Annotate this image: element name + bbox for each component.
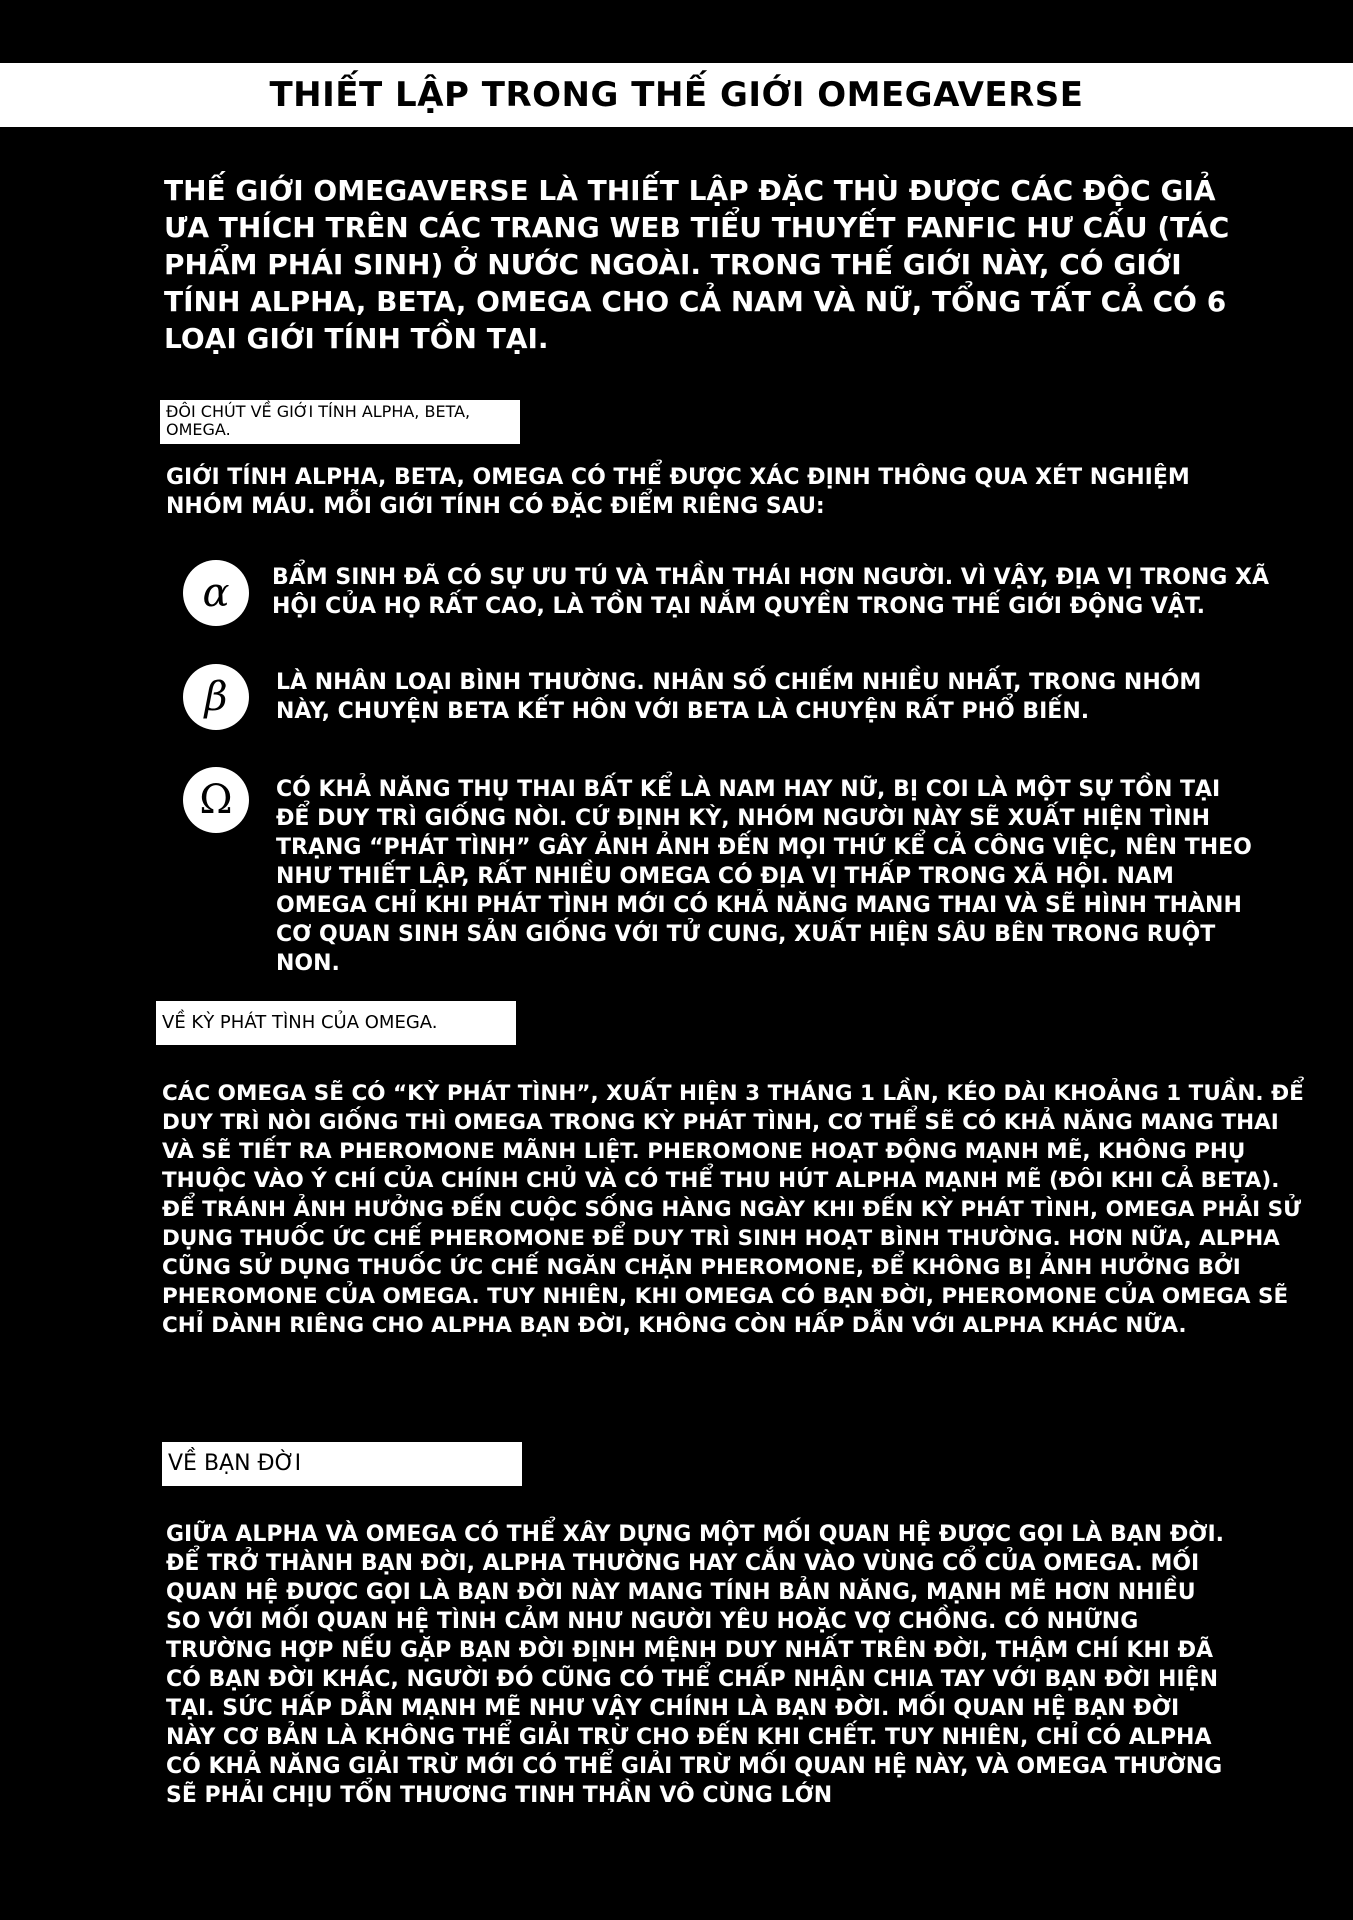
alpha-description: BẨM SINH ĐÃ CÓ SỰ ƯU TÚ VÀ THẦN THÁI HƠN NGƯỜI. VÌ VẬY, ĐỊA VỊ TRONG XÃ HỘI CỦA HỌ RẤT CAO, LÀ TỒN TẠI NẮM QUYỀN TRONG THẾ GIỚI ĐỘNG VẬT.: [272, 565, 1269, 619]
section-label-heat: VỀ KỲ PHÁT TÌNH CỦA OMEGA.: [156, 1001, 516, 1045]
beta-icon: β: [183, 664, 249, 730]
section-label-mate: VỀ BẠN ĐỜI: [162, 1442, 522, 1486]
mate-paragraph: GIỮA ALPHA VÀ OMEGA CÓ THỂ XÂY DỰNG MỘT MỐI QUAN HỆ ĐƯỢC GỌI LÀ BẠN ĐỜI. ĐỂ TRỞ THÀNH BẠN ĐỜI, ALPHA THƯỜNG HAY CẮN VÀO VÙNG CỔ CỦA OMEGA. MỐI QUAN HỆ ĐƯỢC GỌI LÀ BẠN ĐỜI NÀY MANG TÍNH BẢN NĂNG, MẠNH MẼ HƠN NHIỀU SO VỚI MỐI QUAN HỆ TÌNH CẢM NHƯ NGƯỜI YÊU HOẶC VỢ CHỒNG. CÓ NHỮNG TRƯỜNG HỢP NẾU GẶP BẠN ĐỜI ĐỊNH MỆNH DUY NHẤT TRÊN ĐỜI, THẬM CHÍ KHI ĐÃ CÓ BẠN ĐỜI KHÁC, NGƯỜI ĐÓ CŨNG CÓ THỂ CHẤP NHẬN CHIA TAY VỚI BẠN ĐỜI HIỆN TẠI. SỨC HẤP DẪN MẠNH MẼ NHƯ VẬY CHÍNH LÀ BẠN ĐỜI. MỐI QUAN HỆ BẠN ĐỜI NÀY CƠ BẢN LÀ KHÔNG THỂ GIẢI TRỪ CHO ĐẾN KHI CHẾT. TUY NHIÊN, CHỈ CÓ ALPHA CÓ KHẢ NĂNG GIẢI TRỪ MỚI CÓ THỂ GIẢI TRỪ MỐI QUAN HỆ NÀY, VÀ OMEGA THƯỜNG SẼ PHẢI CHỊU TỔN THƯƠNG TINH THẦN VÔ CÙNG LỚN: [166, 1522, 1225, 1808]
heat-paragraph: CÁC OMEGA SẼ CÓ “KỲ PHÁT TÌNH”, XUẤT HIỆN 3 THÁNG 1 LẦN, KÉO DÀI KHOẢNG 1 TUẦN. ĐỂ DUY TRÌ NÒI GIỐNG THÌ OMEGA TRONG KỲ PHÁT TÌNH, CƠ THỂ SẼ CÓ KHẢ NĂNG MANG THAI VÀ SẼ TIẾT RA PHEROMONE MÃNH LIỆT. PHEROMONE HOẠT ĐỘNG MẠNH MẼ, KHÔNG PHỤ THUỘC VÀO Ý CHÍ CỦA CHÍNH CHỦ VÀ CÓ THỂ THU HÚT ALPHA MẠNH MẼ (ĐÔI KHI CẢ BETA). ĐỂ TRÁNH ẢNH HƯỞNG ĐẾN CUỘC SỐNG HÀNG NGÀY KHI ĐẾN KỲ PHÁT TÌNH, OMEGA PHẢI SỬ DỤNG THUỐC ỨC CHẾ PHEROMONE ĐỂ DUY TRÌ SINH HOẠT BÌNH THƯỜNG. HƠN NỮA, ALPHA CŨNG SỬ DỤNG THUỐC ỨC CHẾ NGĂN CHẶN PHEROMONE, ĐỂ KHÔNG BỊ ẢNH HƯỞNG BỞI PHEROMONE CỦA OMEGA. TUY NHIÊN, KHI OMEGA CÓ BẠN ĐỜI, PHEROMONE CỦA OMEGA SẼ CHỈ DÀNH RIÊNG CHO ALPHA BẠN ĐỜI, KHÔNG CÒN HẤP DẪN VỚI ALPHA KHÁC NỮA.: [162, 1081, 1304, 1338]
omega-description: CÓ KHẢ NĂNG THỤ THAI BẤT KỂ LÀ NAM HAY NỮ, BỊ COI LÀ MỘT SỰ TỒN TẠI ĐỂ DUY TRÌ GIỐNG NÒI. CỨ ĐỊNH KỲ, NHÓM NGƯỜI NÀY SẼ XUẤT HIỆN TÌNH TRẠNG “PHÁT TÌNH” GÂY ẢNH ẢNH ĐẾN MỌI THỨ KỂ CẢ CÔNG VIỆC, NÊN THEO NHƯ THIẾT LẬP, RẤT NHIỀU OMEGA CÓ ĐỊA VỊ THẤP TRONG XÃ HỘI. NAM OMEGA CHỈ KHI PHÁT TÌNH MỚI CÓ KHẢ NĂNG MANG THAI VÀ SẼ HÌNH THÀNH CƠ QUAN SINH SẢN GIỐNG VỚI TỬ CUNG, XUẤT HIỆN SÂU BÊN TRONG RUỘT NON.: [276, 777, 1252, 976]
page-title: THIẾT LẬP TRONG THẾ GIỚI OMEGAVERSE: [269, 75, 1084, 115]
omega-icon: Ω: [183, 767, 249, 833]
page-title-bar: [0, 63, 1353, 127]
genders-paragraph: GIỚI TÍNH ALPHA, BETA, OMEGA CÓ THỂ ĐƯỢC XÁC ĐỊNH THÔNG QUA XÉT NGHIỆM NHÓM MÁU. MỖI GIỚI TÍNH CÓ ĐẶC ĐIỂM RIÊNG SAU:: [166, 465, 1190, 519]
section-label-genders: ĐÔI CHÚT VỀ GIỚI TÍNH ALPHA, BETA, OMEGA.: [160, 400, 520, 444]
alpha-icon: α: [183, 560, 249, 626]
intro-paragraph: THẾ GIỚI OMEGAVERSE LÀ THIẾT LẬP ĐẶC THÙ ĐƯỢC CÁC ĐỘC GIẢ ƯA THÍCH TRÊN CÁC TRANG WEB TIỂU THUYẾT FANFIC HƯ CẤU (TÁC PHẨM PHÁI SINH) Ở NƯỚC NGOÀI. TRONG THẾ GIỚI NÀY, CÓ GIỚI TÍNH ALPHA, BETA, OMEGA CHO CẢ NAM VÀ NỮ, TỔNG TẤT CẢ CÓ 6 LOẠI GIỚI TÍNH TỒN TẠI.: [164, 174, 1230, 355]
beta-description: LÀ NHÂN LOẠI BÌNH THƯỜNG. NHÂN SỐ CHIẾM NHIỀU NHẤT, TRONG NHÓM NÀY, CHUYỆN BETA KẾT HÔN VỚI BETA LÀ CHUYỆN RẤT PHỔ BIẾN.: [276, 670, 1202, 724]
